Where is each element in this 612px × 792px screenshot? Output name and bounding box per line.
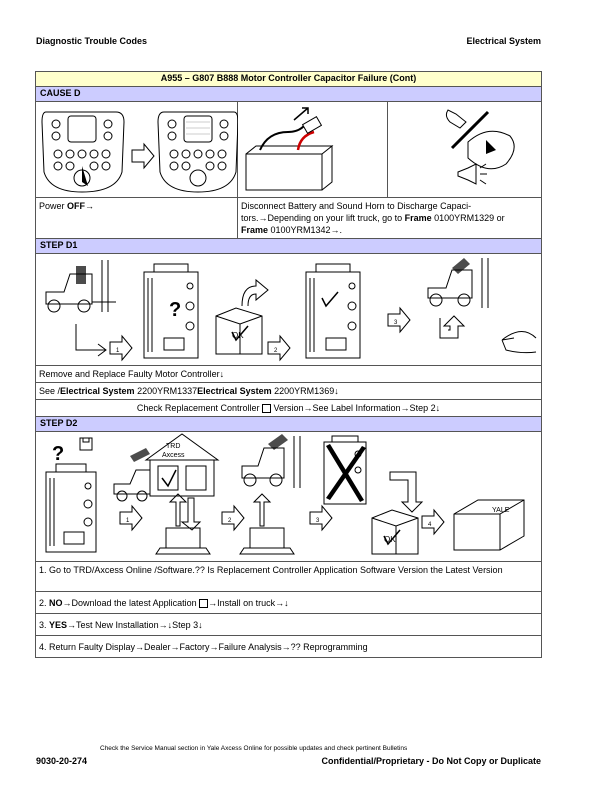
cause-disconnect-text: Disconnect Battery and Sound Horn to Discharge Capaci- tors.→Depending on your lift truck, go to Frame 0100YRM1329 or Frame 0100YRM1342→.	[238, 198, 542, 239]
footer-note: Check the Service Manual section in Yale Axcess Online for possible updates and check pertinent Bulletins	[100, 745, 408, 752]
table-title: A955 – G807 B888 Motor Controller Capacitor Failure (Cont)	[36, 72, 542, 87]
keypad-illustration-cell	[36, 102, 238, 198]
battery-illustration-cell	[238, 102, 388, 198]
keypad-power-off-illustration	[36, 102, 238, 196]
d1-see-reference-text: See /Electrical System 2200YRM1337Electrical System 2200YRM1369↓	[36, 383, 542, 400]
d2-arrow-number-2: 2	[228, 518, 232, 524]
d2-arrow-number-4: 4	[428, 522, 432, 528]
header-left: Diagnostic Trouble Codes	[36, 36, 148, 46]
d1-check-version-text: Check Replacement Controller Version→See Label Information→Step 2↓	[36, 400, 542, 417]
d1-remove-replace-text: Remove and Replace Faulty Motor Controller↓	[36, 366, 542, 383]
d2-step3-text: 3. YES→Test New Installation→↓Step 3↓	[36, 614, 542, 636]
axcess-label: Axcess	[162, 452, 185, 459]
horn-discharge-illustration	[388, 102, 542, 196]
cause-power-off-text: Power OFF→	[36, 198, 238, 239]
header-right: Electrical System	[466, 36, 541, 46]
svg-text:?: ?	[169, 299, 182, 321]
horn-illustration-cell	[388, 102, 542, 198]
yale-label: YALE	[492, 507, 510, 514]
d2-ok-label: OK	[384, 535, 396, 544]
battery-disconnect-illustration	[238, 102, 388, 196]
d2-arrow-number-1: 1	[126, 518, 130, 524]
d2-step1-text: 1. Go to TRD/Axcess Online /Software.?? Is Replacement Controller Application Software Version the Latest Version	[36, 562, 542, 592]
floppy-disk-icon	[262, 404, 271, 413]
d2-step4-text: 4. Return Faulty Display→Dealer→Factory→Failure Analysis→?? Reprogramming	[36, 636, 542, 658]
replace-controller-illustration	[36, 254, 542, 364]
step-d1-label: STEP D1	[36, 239, 542, 254]
footer-confidential: Confidential/Proprietary - Do Not Copy or Duplicate	[321, 756, 541, 766]
d1-arrow-number-3: 3	[394, 320, 398, 326]
step-d2-illustration-cell	[36, 432, 542, 562]
step-d1-illustration-cell	[36, 254, 542, 366]
procedure-table	[35, 71, 542, 658]
trd-label: TRD	[166, 443, 181, 450]
d2-arrow-number-3: 3	[316, 518, 320, 524]
d1-arrow-number-1: 1	[116, 348, 120, 354]
software-update-illustration	[36, 432, 542, 560]
footer-doc-number: 9030-20-274	[36, 756, 88, 766]
d2-step2-text: 2. NO→Download the latest Application →Install on truck→↓	[36, 592, 542, 614]
svg-text:?: ?	[52, 443, 65, 465]
d1-arrow-number-2: 2	[274, 348, 278, 354]
floppy-disk-icon	[199, 599, 208, 608]
d1-ok-label: OK	[232, 331, 244, 340]
cause-label: CAUSE D	[36, 87, 542, 102]
step-d2-label: STEP D2	[36, 417, 542, 432]
